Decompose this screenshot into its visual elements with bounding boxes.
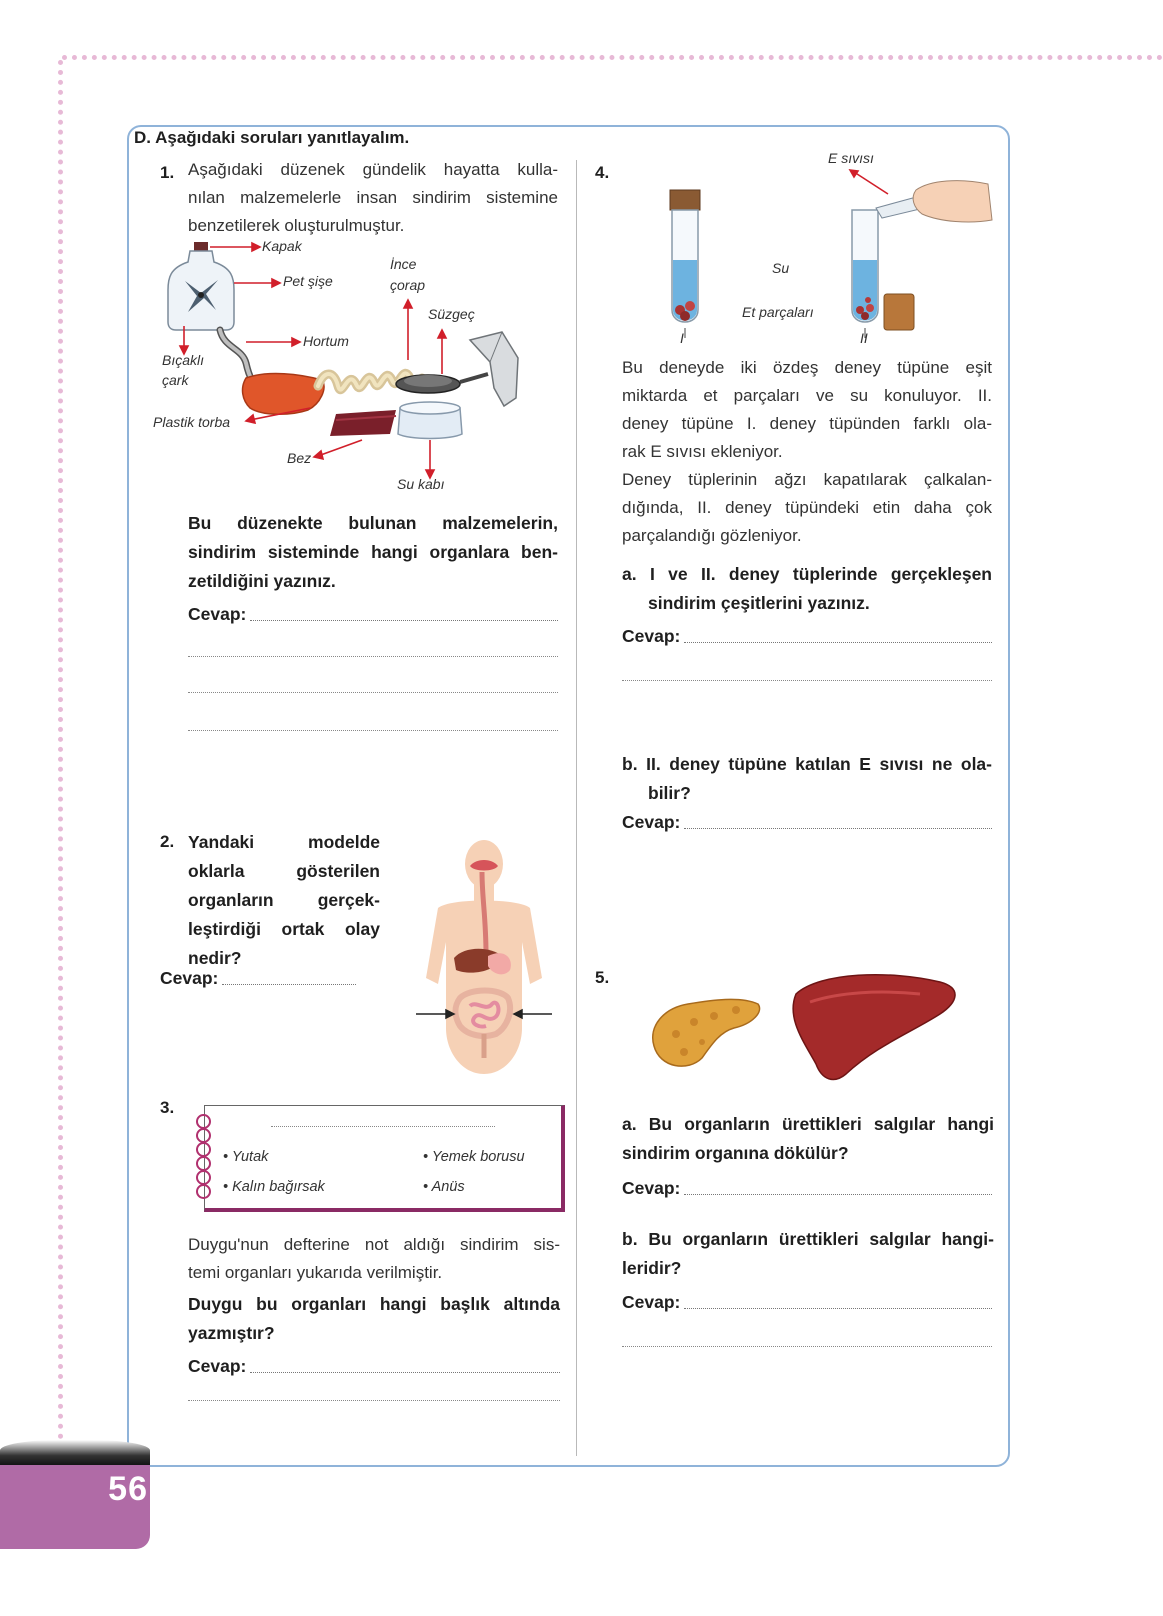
q2-text-line: organların gerçek- [188, 890, 380, 910]
label-cark: çark [162, 372, 189, 388]
notebook-item: • Anüs [423, 1179, 465, 1195]
q3-question-line: Duygu bu organları hangi başlık altında [188, 1294, 560, 1314]
label-bez: Bez [287, 450, 312, 466]
notebook-title-blank [271, 1126, 495, 1127]
label-et-parcalari: Et parçaları [742, 304, 814, 320]
q1-text [188, 156, 558, 240]
q4-text-line: dığında, II. deney tüpündeki etin daha çok [622, 498, 992, 517]
notebook-card [204, 1105, 565, 1212]
label-ince: İnce [390, 256, 417, 272]
q4-text-line: Deney tüplerinin ağzı kapatılarak çalkalan- [622, 470, 992, 489]
q2-text-line: leştirdiği ortak olay [188, 919, 380, 939]
answer-dots [222, 983, 356, 985]
pet-bottle [168, 242, 234, 330]
answer-label: Cevap: [622, 1178, 681, 1198]
notebook-item-text: Yutak [231, 1149, 269, 1165]
q5a-question [622, 1110, 994, 1168]
notebook-item-text: Anüs [431, 1179, 465, 1195]
notebook-ring [196, 1142, 211, 1157]
q5b-answer-line[interactable] [622, 1346, 992, 1347]
test-tubes-illustration [640, 150, 1000, 350]
answer-dots [250, 1371, 560, 1373]
q4a-answer-line[interactable] [622, 680, 992, 681]
q1-number: 1. [160, 163, 175, 182]
q2-text-line: oklarla gösterilen [188, 861, 380, 881]
q3-answer-field[interactable] [188, 1356, 560, 1377]
q4b-question-line: bilir? [648, 783, 691, 803]
notebook-item: • Yemek borusu [423, 1149, 525, 1165]
label-bicakli: Bıçaklı [162, 352, 205, 368]
q4-text-line: miktarda et parçaları ve su konuluyor. II. [622, 386, 992, 405]
q2-answer-field[interactable] [160, 968, 356, 989]
q5a-question-line: sindirim organına dökülür? [622, 1143, 849, 1163]
organs-illustration [640, 962, 970, 1086]
answer-dots [684, 1307, 992, 1309]
page-number: 56 [108, 1470, 148, 1508]
answer-dots [250, 619, 558, 621]
notebook-item: • Yutak [223, 1149, 269, 1165]
q3-text [188, 1231, 560, 1287]
q5a-question-line: a. Bu organların ürettikleri salgılar hangi [622, 1114, 994, 1134]
notebook-ring [196, 1156, 211, 1171]
answer-label: Cevap: [160, 968, 219, 988]
pancreas-image [653, 999, 760, 1066]
notebook-ring [196, 1170, 211, 1185]
q4-text-line: deney tüpüne I. deney tüpünden farklı ola- [622, 414, 992, 433]
page-border-left [58, 60, 63, 1460]
q1-text-line: benzetilerek oluşturulmuştur. [188, 216, 405, 235]
label-e-sivisi: E sıvısı [828, 150, 874, 166]
q5b-question-line: leridir? [622, 1258, 682, 1278]
q4a-question [622, 560, 992, 618]
answer-label: Cevap: [188, 604, 247, 624]
hand-dropper [876, 181, 992, 222]
q4a-question-line: a. I ve II. deney tüplerinde gerçekleşen [622, 564, 992, 584]
q2-number: 2. [160, 832, 175, 851]
test-tube-1 [670, 190, 700, 338]
answer-dots [684, 1193, 992, 1195]
q5a-answer-field[interactable] [622, 1178, 992, 1199]
q3-question-line: yazmıştır? [188, 1323, 275, 1343]
q4a-answer-field[interactable] [622, 626, 992, 647]
q4-text-2 [622, 466, 992, 550]
q3-question [188, 1290, 560, 1348]
q4b-answer-field[interactable] [622, 812, 992, 833]
label-su-kabi: Su kabı [397, 476, 445, 492]
q5b-answer-field[interactable] [622, 1292, 992, 1313]
q4b-question-line: b. II. deney tüpüne katılan E sıvısı ne ola- [622, 754, 992, 774]
label-suzgec: Süzgeç [428, 306, 475, 322]
answer-label: Cevap: [188, 1356, 247, 1376]
q3-text-line: Duygu'nun defterine not aldığı sindirim sis- [188, 1235, 560, 1254]
q4-text-line: rak E sıvısı ekleniyor. [622, 442, 783, 461]
q1-answer-line[interactable] [188, 656, 558, 657]
q4-text-line: parçalandığı gözleniyor. [622, 526, 802, 545]
q4b-question [622, 750, 992, 808]
label-plastik-torba: Plastik torba [153, 414, 231, 430]
q1-answer-line[interactable] [188, 730, 558, 731]
liver-image [793, 975, 955, 1080]
notebook-item-text: Yemek borusu [431, 1149, 525, 1165]
answer-label: Cevap: [622, 626, 681, 646]
notebook-ring [196, 1114, 211, 1129]
label-corap: çorap [390, 277, 426, 293]
digestion-model-illustration [150, 238, 540, 500]
q2-text [188, 828, 380, 973]
q2-text-line: nedir? [188, 948, 242, 968]
q4a-question-line: sindirim çeşitlerini yazınız. [648, 593, 870, 613]
q1-answer-field[interactable] [188, 604, 558, 625]
label-kapak: Kapak [262, 238, 302, 254]
answer-dots [684, 641, 992, 643]
q3-answer-line[interactable] [188, 1400, 560, 1401]
q1-question-line: sindirim sisteminde hangi organlara ben- [188, 542, 558, 562]
q5b-question [622, 1225, 994, 1283]
q3-number: 3. [160, 1098, 175, 1117]
section-title: D. Aşağıdaki soruları yanıtlayalım. [134, 128, 410, 147]
notebook-item-text: Kalın bağırsak [232, 1179, 325, 1195]
q3-text-line: temi organları yukarıda verilmiştir. [188, 1263, 443, 1282]
column-divider [576, 160, 577, 1456]
q2-text-line: Yandaki modelde [188, 832, 380, 852]
q1-answer-line[interactable] [188, 692, 558, 693]
q1-question-line: zetildiğini yazınız. [188, 571, 336, 591]
notebook-item: • Kalın bağırsak [223, 1179, 325, 1195]
notebook-ring [196, 1128, 211, 1143]
answer-label: Cevap: [622, 812, 681, 832]
q5b-question-line: b. Bu organların ürettikleri salgılar hangi- [622, 1229, 994, 1249]
answer-dots [684, 827, 992, 829]
q1-text-line: Aşağıdaki düzenek gündelik hayatta kulla- [188, 160, 558, 179]
label-su: Su [772, 260, 790, 276]
label-tube-2: II [860, 330, 868, 346]
page-tab-shadow [0, 1440, 150, 1466]
q1-question-line: Bu düzenekte bulunan malzemelerin, [188, 513, 558, 533]
q5-number: 5. [595, 968, 610, 987]
q1-text-line: nılan malzemelerle insan sindirim sistemine [188, 188, 558, 207]
q1-question [188, 509, 558, 596]
label-hortum: Hortum [303, 333, 349, 349]
notebook-ring [196, 1184, 211, 1199]
page-border-top [62, 55, 1163, 60]
q4-text-line: Bu deneyde iki özdeş deney tüpüne eşit [622, 358, 992, 377]
q4-text [622, 354, 992, 466]
label-pet-sise: Pet şişe [283, 273, 333, 289]
answer-label: Cevap: [622, 1292, 681, 1312]
label-tube-1: I [680, 330, 684, 346]
digestive-system-illustration [410, 838, 558, 1078]
q4-number: 4. [595, 163, 610, 182]
test-tube-2 [852, 210, 914, 338]
